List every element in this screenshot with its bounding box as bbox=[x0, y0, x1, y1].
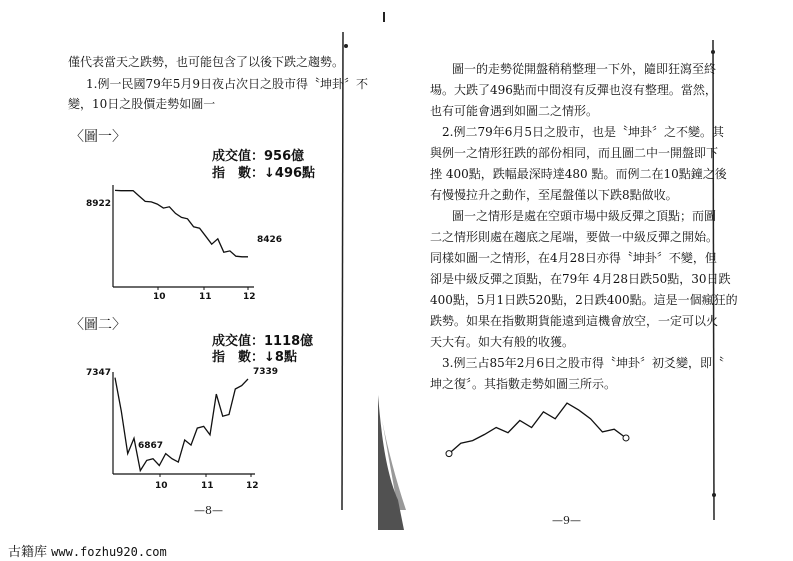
figure2-caption: 〈圖二〉 bbox=[70, 317, 126, 333]
figure3-start-dot bbox=[446, 451, 452, 457]
right-text-line-11: 卻是中級反彈之頂點，在79年 4月28日跌50點，30日跌 bbox=[430, 272, 731, 286]
figure1-volume: 成交值：956億 bbox=[212, 149, 305, 164]
right-text-line-8: 圖一之情形是處在空頭市場中級反彈之頂點；而圖 bbox=[452, 209, 717, 223]
figure1-xtick-11: 11 bbox=[199, 292, 212, 302]
right-text-line-12: 400點，5月1日跌520點，2日跌400點。這是一個瘋狂的 bbox=[430, 293, 738, 307]
figure3-series-line bbox=[449, 403, 626, 454]
right-text-line-10: 同樣如圖一之情形，在4月28日亦得〝坤卦〞不變，但 bbox=[430, 251, 717, 265]
figure2-xtick-11: 11 bbox=[201, 481, 214, 491]
right-text-line-4: 2.例二79年6月5日之股市，也是〝坤卦〞之不變。其 bbox=[442, 125, 724, 139]
right-text-line-2: 場。大跌了496點而中間沒有反彈也沒有整理。當然， bbox=[430, 83, 717, 97]
figure1-caption: 〈圖一〉 bbox=[70, 129, 126, 145]
figure2-xtick-12: 12 bbox=[246, 481, 259, 491]
right-text-line-7: 有慢慢拉升之動作，至尾盤僅以下跌8點做收。 bbox=[430, 188, 678, 202]
figure2-start-label: 7347 bbox=[86, 368, 112, 378]
watermark-brand: 古籍库 bbox=[8, 545, 48, 560]
left-page-number: —8— bbox=[194, 504, 223, 517]
figure1-xtick-12: 12 bbox=[243, 292, 256, 302]
right-text-line-16: 坤之復〞。其指數走勢如圖三所示。 bbox=[430, 377, 617, 391]
left-text-line-1: 僅代表當天之跌勢，也可能包含了以後下跌之趨勢。 bbox=[68, 55, 345, 69]
figure1-index: 指 數：↓496點 bbox=[212, 166, 316, 181]
figure1-end-label: 8426 bbox=[257, 235, 283, 245]
right-text-line-14: 天大有。如大有般的收獲。 bbox=[430, 335, 575, 349]
right-text-line-15: 3.例三占85年2月6日之股市得〝坤卦〞初爻變，即〝 bbox=[442, 356, 724, 370]
figure2-xtick-10: 10 bbox=[155, 481, 168, 491]
right-text-line-9: 二之情形則處在趨底之尾端，要做一中級反彈之開始。 bbox=[430, 230, 719, 244]
figure2-index: 指 數：↓8點 bbox=[212, 350, 297, 365]
figure2-end-label: 7339 bbox=[253, 367, 279, 377]
right-text-line-1: 圖一的走勢從開盤稍稍整理一下外，隨即狂瀉至終 bbox=[452, 62, 717, 76]
right-text-line-5: 與例一之情形狂跌的部份相同，而且圖二中一開盤即下 bbox=[430, 146, 719, 160]
figure2-low-label: 6867 bbox=[138, 441, 164, 451]
watermark bbox=[8, 541, 167, 560]
figure1-xtick-10: 10 bbox=[153, 292, 166, 302]
left-text-line-3: 變，10日之股價走勢如圖一 bbox=[68, 97, 216, 111]
right-text-line-13: 跌勢。如果在指數期貨能遠到這機會放空，一定可以火 bbox=[430, 314, 719, 328]
right-text-line-6: 挫 400點，跌幅最深時達480 點。而例二在10點鐘之後 bbox=[430, 167, 727, 181]
right-page-number: —9— bbox=[552, 514, 581, 527]
watermark-site: www.fozhu920.com bbox=[51, 545, 167, 559]
left-text-line-2: 1.例一民國79年5月9日夜占次日之股市得〝坤卦〞不 bbox=[86, 77, 368, 91]
figure1-start-label: 8922 bbox=[86, 199, 112, 209]
right-text-line-3: 也有可能會遇到如圖二之情形。 bbox=[430, 104, 599, 118]
figure3-end-dot bbox=[623, 435, 629, 441]
figure2-volume: 成交值：1118億 bbox=[212, 334, 314, 349]
